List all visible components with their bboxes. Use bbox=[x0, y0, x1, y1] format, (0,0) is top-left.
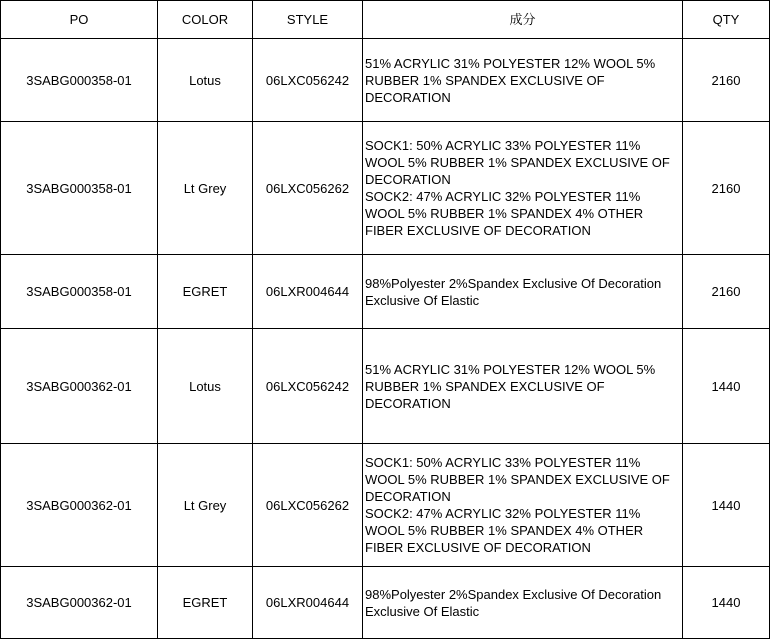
style-cell: 06LXC056262 bbox=[253, 122, 363, 255]
style-cell: 06LXR004644 bbox=[253, 567, 363, 639]
color-cell: Lt Grey bbox=[158, 122, 253, 255]
composition-cell bbox=[363, 444, 683, 567]
po-cell: 3SABG000362-01 bbox=[1, 567, 158, 639]
style-cell: 06LXC056242 bbox=[253, 329, 363, 444]
color-cell: Lt Grey bbox=[158, 444, 253, 567]
style-cell: 06LXR004644 bbox=[253, 255, 363, 329]
qty-cell: 1440 bbox=[683, 567, 770, 639]
composition-line: WOOL 5% RUBBER 1% SPANDEX EXCLUSIVE OF bbox=[365, 155, 670, 170]
composition-cell bbox=[363, 122, 683, 255]
table-row bbox=[1, 329, 770, 444]
table-row bbox=[1, 122, 770, 255]
qty-cell: 2160 bbox=[683, 122, 770, 255]
table-row bbox=[1, 567, 770, 639]
composition-line: 51% ACRYLIC 31% POLYESTER 12% WOOL 5% bbox=[365, 361, 656, 377]
style-cell: 06LXC056242 bbox=[253, 39, 363, 122]
composition-line: Exclusive Of Elastic bbox=[365, 292, 480, 308]
header-qty: QTY bbox=[683, 1, 770, 39]
qty-cell: 2160 bbox=[683, 255, 770, 329]
qty-cell: 1440 bbox=[683, 444, 770, 567]
composition-line: FIBER EXCLUSIVE OF DECORATION bbox=[365, 540, 591, 555]
composition-cell bbox=[363, 255, 683, 329]
po-cell: 3SABG000362-01 bbox=[1, 444, 158, 567]
composition-line: SOCK2: 47% ACRYLIC 32% POLYESTER 11% bbox=[365, 506, 641, 521]
qty-cell: 1440 bbox=[683, 329, 770, 444]
header-color: COLOR bbox=[158, 1, 253, 39]
po-cell: 3SABG000358-01 bbox=[1, 122, 158, 255]
color-cell: EGRET bbox=[158, 255, 253, 329]
composition-cell bbox=[363, 567, 683, 639]
composition-line: DECORATION bbox=[365, 489, 451, 504]
po-cell: 3SABG000358-01 bbox=[1, 39, 158, 122]
header-style: STYLE bbox=[253, 1, 363, 39]
composition-line: DECORATION bbox=[365, 89, 451, 105]
composition-line: FIBER EXCLUSIVE OF DECORATION bbox=[365, 223, 591, 238]
composition-line: WOOL 5% RUBBER 1% SPANDEX 4% OTHER bbox=[365, 523, 644, 538]
composition-line: 51% ACRYLIC 31% POLYESTER 12% WOOL 5% bbox=[365, 55, 656, 71]
header-po: PO bbox=[1, 1, 158, 39]
header-composition: 成分 bbox=[363, 1, 683, 39]
composition-line: 98%Polyester 2%Spandex Exclusive Of Decoration bbox=[365, 275, 662, 291]
composition-cell bbox=[363, 329, 683, 444]
color-cell: Lotus bbox=[158, 329, 253, 444]
po-cell: 3SABG000358-01 bbox=[1, 255, 158, 329]
color-cell: EGRET bbox=[158, 567, 253, 639]
composition-line: DECORATION bbox=[365, 395, 451, 411]
style-cell: 06LXC056262 bbox=[253, 444, 363, 567]
composition-line: 98%Polyester 2%Spandex Exclusive Of Decoration bbox=[365, 586, 662, 602]
table-row bbox=[1, 255, 770, 329]
composition-cell bbox=[363, 39, 683, 122]
po-cell: 3SABG000362-01 bbox=[1, 329, 158, 444]
composition-line: DECORATION bbox=[365, 172, 451, 187]
composition-line: SOCK1: 50% ACRYLIC 33% POLYESTER 11% bbox=[365, 455, 641, 470]
composition-line: SOCK2: 47% ACRYLIC 32% POLYESTER 11% bbox=[365, 189, 641, 204]
color-cell: Lotus bbox=[158, 39, 253, 122]
table-row bbox=[1, 39, 770, 122]
composition-line: RUBBER 1% SPANDEX EXCLUSIVE OF bbox=[365, 72, 605, 88]
header-row bbox=[1, 1, 770, 39]
composition-line: SOCK1: 50% ACRYLIC 33% POLYESTER 11% bbox=[365, 138, 641, 153]
composition-line: RUBBER 1% SPANDEX EXCLUSIVE OF bbox=[365, 378, 605, 394]
composition-line: Exclusive Of Elastic bbox=[365, 603, 480, 619]
table-row bbox=[1, 444, 770, 567]
composition-line: WOOL 5% RUBBER 1% SPANDEX EXCLUSIVE OF bbox=[365, 472, 670, 487]
composition-line: WOOL 5% RUBBER 1% SPANDEX 4% OTHER bbox=[365, 206, 644, 221]
qty-cell: 2160 bbox=[683, 39, 770, 122]
